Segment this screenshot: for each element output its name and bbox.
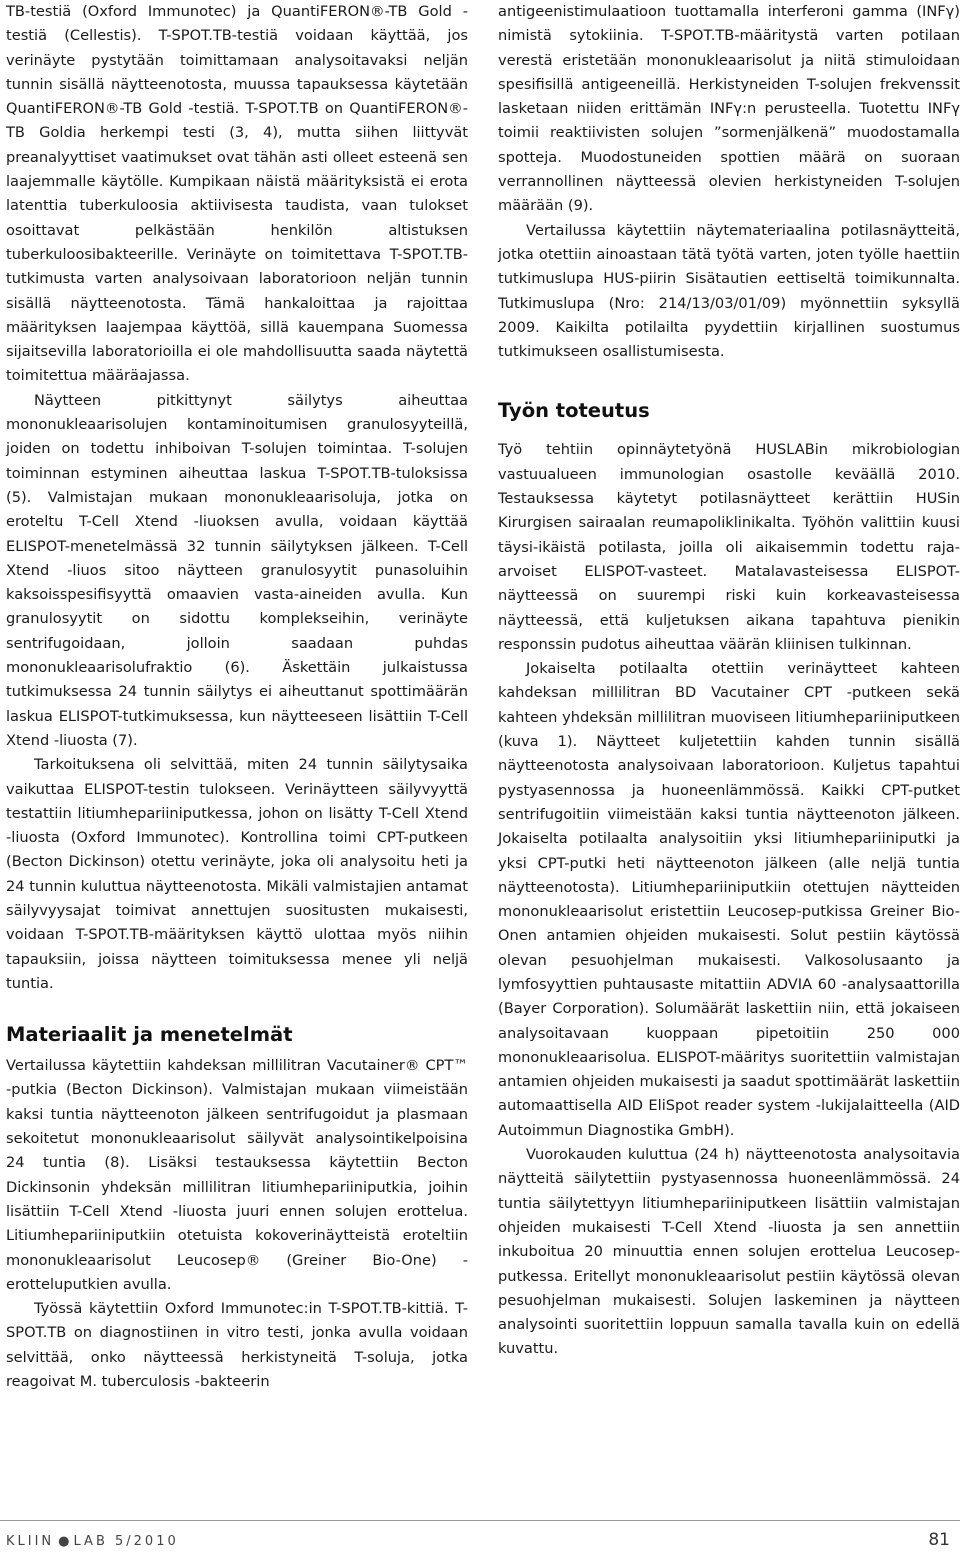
paragraph: Vertailussa käytettiin kahdeksan millilitran Vacutainer® CPT™ -putkia (Becton Dickinson). Valmistajan mukaan viimeistään kaksi tuntia näytteenoton jälkeen sentrifugoidut ja plasmaan sekoitetut mononukleaarisolut säilyvät analysointikelpoisina 24 tuntia (8). Lisäksi testauksessa käytettiin Becton Dickinsonin yhdeksän millilitran litiumhepariiniputkia, joihin lisättiin T-Cell Xtend -liuosta juuri ennen solujen erottelua. Litiumhepariiniputkiin otetuista kokoverinäytteistä eroteltiin mononukleaarisolut Leucosep® (Greiner Bio-One) -erotteluputkien avulla. [6,1057,468,1293]
footer-divider [0,1520,960,1521]
bullet-icon: ● [58,1534,70,1549]
left-column [6,0,468,1394]
journal-name-left: KLIIN [6,1534,55,1549]
paragraph: Näytteen pitkittynyt säilytys aiheuttaa mononukleaarisolujen kontaminoitumisen granulosyyteillä, joiden on todettu inhiboivan T-solujen toimintaa. T-solujen toiminnan estyminen aiheuttaa laskua T-SPOT.TB-tuloksissa (5). Valmistajan mukaan mononukleaarisoluja, jotka on eroteltu T-Cell Xtend -liuoksen avulla, voidaan käyttää ELISPOT-menetelmässä 32 tunnin säilytyksen jälkeen. T-Cell Xtend -liuos sitoo näytteen granulosyytit punasoluihin kaksoisspesifisyyttä omaavien vasta-aineiden avulla. Kun granulosyytit on sidottu komplekseihin, verinäyte sentrifugoidaan, jolloin saadaan puhdas mononukleaarisolufraktio (6). Äskettäin julkaistussa tutkimuksessa 24 tunnin säilytys ei aiheuttanut spottimäärän laskua ELISPOT-tutkimuksessa, kun näytteeseen lisättiin T-Cell Xtend -liuosta (7). [6,391,468,749]
journal-issue: LAB 5/2010 [73,1534,179,1549]
section-heading-tyon-toteutus: Työn toteutus [498,399,650,423]
paragraph: Tarkoituksena oli selvittää, miten 24 tunnin säilytysaika vaikuttaa ELISPOT-testin tulokseen. Verinäytteen säilyvyyttä testattiin litiumhepariiniputkessa, johon on lisätty T-Cell Xtend -liuosta (Oxford Immunotec). Kontrollina toimi CPT-putkeen (Becton Dickinson) otettu verinäyte, joka oli analysoitu heti ja 24 tunnin kuluttua näytteenotosta. Mikäli valmistajien antamat säilyvyysajat toimivat annettujen suositusten mukaisesti, voidaan T-SPOT.TB-määrityksen käyttö ulottaa myös niihin tapauksiin, joissa näytteen toimituksessa menee yli neljä tuntia. [6,756,468,992]
paragraph: TB-testiä (Oxford Immunotec) ja QuantiFERON®-TB Gold -testiä (Cellestis). T-SPOT.TB-testiä voidaan käyttää, jos verinäyte pystytään toimittamaan analysoitavaksi neljän tunnin sisällä näytteenotosta, muussa tapauksessa käytetään QuantiFERON®-TB Gold -testiä. T-SPOT.TB on QuantiFERON®-TB Goldia herkempi testi (3, 4), mutta siihen liittyvät preanalyyttiset vaatimukset ovat tähän asti olleet esteenä sen laajemmalle käytölle. Kumpikaan näistä määrityksistä ei erota latenttia tuberkuloosia aktiivisesta taudista, vaan tulokset osoittavat pelkästään henkilön altistuksen tuberkuloosibakteerille. Verinäyte on toimitettava T-SPOT.TB-tutkimusta varten analysoivaan laboratorioon neljän tunnin sisällä näytteenotosta. Tämä hankaloittaa ja rajoittaa määrityksen laajempaa käyttöä, sillä kauempana Suomessa sijaitsevilla laboratorioilla ei ole mahdollisuutta saada näytettä toimitettua määräajassa. [6,3,468,385]
paragraph: antigeenistimulaatioon tuottamalla interferoni gamma (INFγ) nimistä sytokiinia. T-SPOT.TB-määritystä varten potilaan verestä eristetään mononukleaarisolut ja niitä stimuloidaan spesifisillä antigeeneillä. Herkistyneiden T-solujen frekvenssit lasketaan niiden erittämän INFγ:n perusteella. Tuotettu INFγ toimii reaktiivisten solujen ”sormenjälkenä” muodostamalla spotteja. Muodostuneiden spottien määrä on suoraan verrannollinen näytteessä olevien herkistyneiden T-solujen määrään (9). [498,3,960,215]
paragraph: Jokaiselta potilaalta otettiin verinäytteet kahteen kahdeksan millilitran BD Vacutainer CPT -putkeen sekä kahteen yhdeksän millilitran muoviseen litiumhepariiniputkeen (kuva 1). Näytteet kuljetettiin kahden tunnin sisällä näytteenotosta analysoivaan laboratorioon. Kuljetus tapahtui pystyasennossa ja huoneenlämmössä. Kaikki CPT-putket sentrifugoitiin viimeistään kaksi tuntia näytteenoton jälkeen. Jokaiselta potilaalta analysoitiin yksi litiumhepariiniputki ja yksi CPT-putki heti näytteenoton jälkeen (alle neljä tuntia näytteenotosta). Litiumhepariiniputkiin otettujen näytteiden mononukleaarisolut eristettiin Leucosep-putkissa Greiner Bio-Onen antamien ohjeiden mukaisesti. Solut pestiin käytössä olevan pesuohjelman mukaisesti. Valkosolusaanto ja lymfosyyttien puhtausaste mitattiin ADVIA 60 -analysaattorilla (Bayer Corporation). Solumäärät laskettiin niin, että jokaiseen analysoitavaan kuoppaan pipetoitiin 250 000 mononukleaarisolua. ELISPOT-määritys suoritettiin valmistajan antamien ohjeiden mukaisesti ja saadut spottimäärät laskettiin automaattisella AID EliSpot reader system -lukijalaitteella (AID Autoimmun Diagnostika GmbH). [498,660,960,1139]
paragraph: Työssä käytettiin Oxford Immunotec:in T-SPOT.TB-kittiä. T-SPOT.TB on diagnostiinen in vitro testi, jonka avulla voidaan selvittää, onko näytteessä herkistyneitä T-soluja, jotka reagoivat M. tuberculosis -bakteerin [6,1300,468,1391]
page-number: 81 [928,1530,950,1550]
journal-name [6,1534,179,1549]
paragraph: Vertailussa käytettiin näytemateriaalina potilasnäytteitä, jotka otettiin ainoastaan tätä työtä varten, joten työlle haettiin tutkimuslupa HUS-piirin Sisätautien eettiseltä toimikunnalta. Tutkimuslupa (Nro: 214/13/03/01/09) myönnettiin syksyllä 2009. Kaikilta potilailta pyydettiin kirjallinen suostumus tutkimukseen osallistumisesta. [498,221,960,361]
right-column [498,0,960,1362]
section-heading-materials: Materiaalit ja menetelmät [6,1023,293,1047]
paragraph: Vuorokauden kuluttua (24 h) näytteenotosta analysoitavia näytteitä säilytettiin pystyasennossa huoneenlämmössä. 24 tuntia säilytettyyn litiumhepariiniputkeen lisättiin valmistajan ohjeiden mukaisesti T-Cell Xtend -liuosta ja sen annettiin inkuboitua 20 minuuttia ennen solujen erottelua Leucosep-putkessa. Eritellyt mononukleaarisolut pestiin käytössä olevan pesuohjelman mukaisesti. Solujen laskeminen ja näytteen analysointi suoritettiin loppuun samalla tavalla kuin on edellä kuvattu. [498,1146,960,1358]
paragraph: Työ tehtiin opinnäytetyönä HUSLABin mikrobiologian vastuualueen immunologian osastolle keväällä 2010. Testauksessa käytetyt potilasnäytteet kerättiin HUSin Kirurgisen sairaalan reumapoliklinikalta. Työhön valittiin kuusi täysi-ikäistä potilasta, joilla oli aikaisemmin todettu raja-arvoiset ELISPOT-vasteet. Matalavasteisessa ELISPOT-näytteessä on suurempi riski kuin korkeavasteisessa näytteessä, että kuljetuksen aikana tapahtuva pienikin responssin pudotus aiheuttaa väärän kliinisen tulkinnan. [498,441,960,653]
